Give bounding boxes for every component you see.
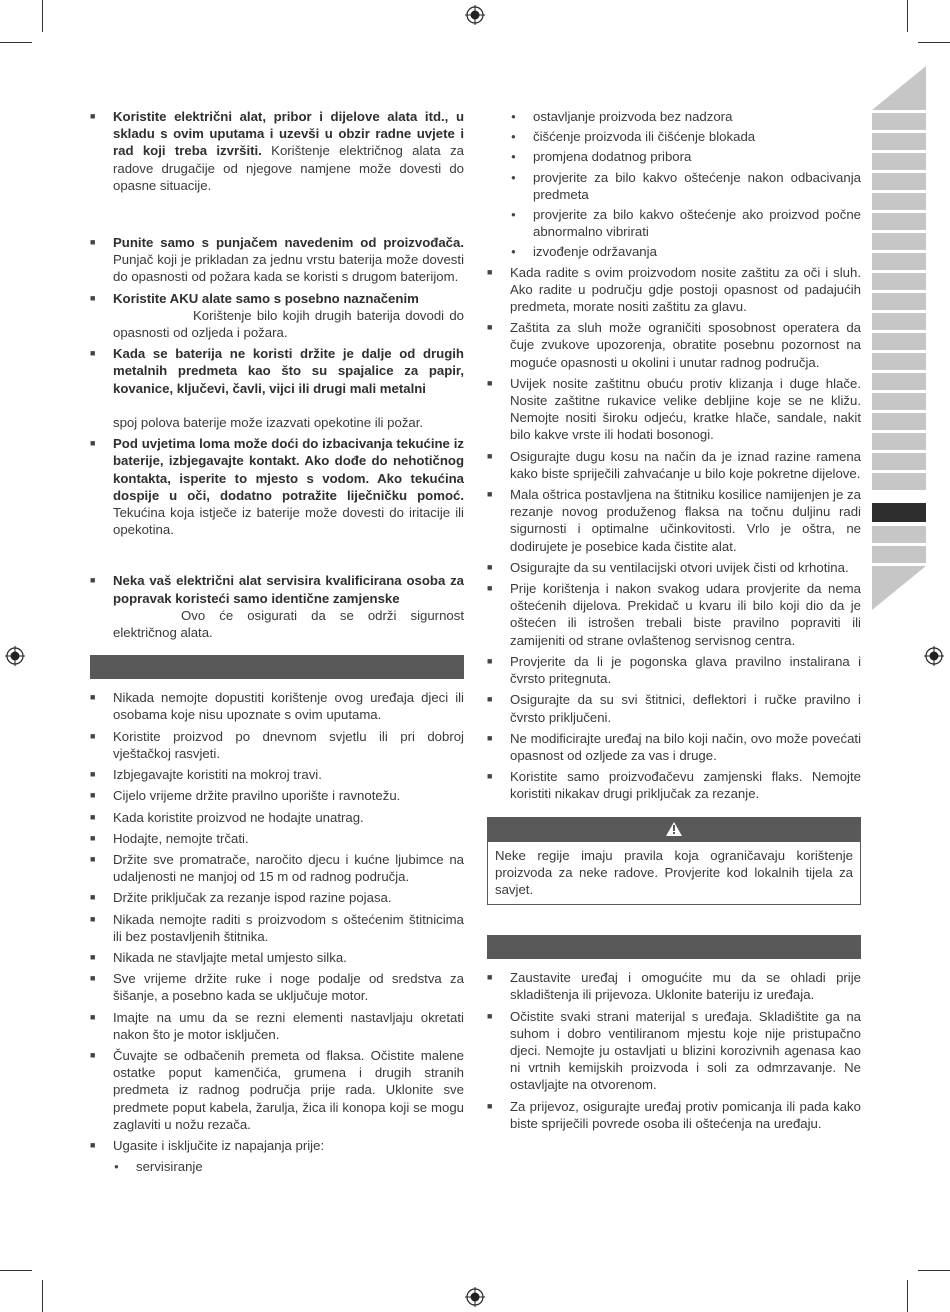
language-tab — [872, 526, 926, 543]
list-item: ■ Nikada nemojte dopustiti korištenje ovog uređaja djeci ili osobama koje nisu upoznate s ovim uputama. — [90, 689, 464, 723]
language-tab — [872, 353, 926, 370]
list-item: ■ Cijelo vrijeme držite pravilno uporište i ravnotežu. — [90, 787, 464, 804]
list-item: ■ Prije korištenja i nakon svakog udara provjerite da nema oštećenih dijelova. Prekidač u kvaru ili bilo koji dio da je oštećen ili istrošen trebali biste pravilno popraviti ili zamijeniti od strane ovlaštenog servisnog centra. — [487, 580, 861, 649]
registration-mark-icon — [465, 1287, 485, 1307]
list-item: ■ Imajte na umu da se rezni elementi nastavljaju okretati nakon što je motor isključen. — [90, 1009, 464, 1043]
sub-list-item: ● promjena dodatnog pribora — [487, 148, 861, 165]
list-item: ■ Koristite proizvod po dnevnom svjetlu ili pri dobroj vještačkoj rasvjeti. — [90, 728, 464, 762]
warning-header — [488, 818, 860, 842]
tab-top-triangle — [872, 66, 926, 110]
crop-mark — [907, 0, 908, 32]
language-tab — [872, 253, 926, 270]
registration-mark-icon — [5, 646, 25, 666]
crop-mark — [42, 0, 43, 32]
language-tab — [872, 413, 926, 430]
list-item: ■ Kada koristite proizvod ne hodajte unatrag. — [90, 809, 464, 826]
sub-list-item: ● servisiranje — [90, 1158, 464, 1175]
warning-text: Neke regije imaju pravila koja ograničavaju korištenje proizvoda za neke radove. Provjerite kod lokalnih tijela za savjet. — [495, 847, 853, 897]
language-tab — [872, 173, 926, 190]
list-item: ■ Neka vaš električni alat servisira kvalificirana osoba za popravak koristeći samo identične zamjenske Ovo će osigurati da se održi sigurnost električnog alata. — [90, 572, 464, 641]
language-tab — [872, 546, 926, 563]
language-tab — [872, 273, 926, 290]
crop-mark — [918, 42, 950, 43]
registration-mark-icon — [465, 5, 485, 25]
crop-mark — [918, 1270, 950, 1271]
language-tab — [872, 473, 926, 490]
language-tab — [872, 333, 926, 350]
sub-list-item: ● čišćenje proizvoda ili čišćenje blokada — [487, 128, 861, 145]
list-item: ■ Očistite svaki strani materijal s uređaja. Skladištite ga na suhom i dobro ventiliranom mjestu koje nije pristupačno djeci. Nemojte ju ostavljati u blizini korozivnih agenasa kao ni vrtnih kemijskih proizvoda i soli za odmrzavanje. Ne ostavljajte na otvorenom. — [487, 1008, 861, 1094]
list-item: ■ Provjerite da li je pogonska glava pravilno instalirana i čvrsto pritegnuta. — [487, 653, 861, 687]
list-item: ■ Koristite AKU alate samo s posebno naznačenim Korištenje bilo kojih drugih baterija dovodi do opasnosti od ozljeda i požara. — [90, 290, 464, 342]
list-item: ■ Kada radite s ovim proizvodom nosite zaštitu za oči i sluh. Ako radite u području gdje postoji opasnost od padajućih predmeta, morate nositi zaštitu za glavu. — [487, 264, 861, 316]
list-item: ■ Osigurajte da su ventilacijski otvori uvijek čisti od krhotina. — [487, 559, 861, 576]
registration-mark-icon — [924, 646, 944, 666]
list-item: ■ Kada se baterija ne koristi držite je dalje od drugih metalnih predmeta kao što su spajalice za papir, kovanice, ključevi, čavli, vijci ili drugi mali metalni spoj polova baterije može izazvati opekotine ili požar. — [90, 345, 464, 431]
language-tab — [872, 433, 926, 450]
crop-mark — [0, 1270, 32, 1271]
list-item: ■ Izbjegavajte koristiti na mokroj travi. — [90, 766, 464, 783]
language-tab — [872, 373, 926, 390]
list-item: ■ Zaustavite uređaj i omogućite mu da se ohladi prije skladištenja ili prijevoza. Uklonite bateriju iz uređaja. — [487, 969, 861, 1003]
language-tab — [872, 213, 926, 230]
language-tab — [872, 453, 926, 470]
list-item: ■ Za prijevoz, osigurajte uređaj protiv pomicanja ili pada kako biste spriječili povrede osoba ili oštećenja na uređaju. — [487, 1098, 861, 1132]
list-item: ■ Ne modificirajte uređaj na bilo koji način, ovo može povećati opasnost od ozljede za vas i druge. — [487, 730, 861, 764]
language-tab — [872, 293, 926, 310]
language-tab — [872, 233, 926, 250]
sub-list-item: ● provjerite za bilo kakvo oštećenje ako proizvod počne abnormalno vibrirati — [487, 206, 861, 240]
crop-mark — [907, 1280, 908, 1312]
language-tab — [872, 153, 926, 170]
language-tab-active — [872, 503, 926, 522]
list-item: ■ Pod uvjetima loma može doći do izbacivanja tekućine iz baterije, izbjegavajte kontakt. Ako dođe do nehotičnog kontakta, isperite to mjesto s vodom. Ako tekućina dospije u oči, dodatno potražite liječničku pomoć. Tekućina koja istječe iz baterije može dovesti do iritacije ili opekotina. — [90, 435, 464, 538]
list-item: ■ Ugasite i isključite iz napajanja prije: — [90, 1137, 464, 1154]
list-item: ■ Sve vrijeme držite ruke i noge podalje od sredstva za šišanje, a posebno kada se uključuje motor. — [90, 970, 464, 1004]
language-tab — [872, 193, 926, 210]
section-header-bar — [90, 655, 464, 679]
right-column — [487, 108, 861, 1136]
language-tabs — [872, 66, 926, 636]
list-item: ■ Osigurajte dugu kosu na način da je iznad razine ramena kako biste spriječili zahvaćanje u bilo koje pokretne dijelove. — [487, 448, 861, 482]
list-item: ■ Hodajte, nemojte trčati. — [90, 830, 464, 847]
list-item: ■ Osigurajte da su svi štitnici, deflektori i ručke pravilno i čvrsto priključeni. — [487, 691, 861, 725]
left-column — [90, 108, 464, 1178]
list-item: ■ Koristite električni alat, pribor i dijelove alata itd., u skladu s ovim uputama i uzevši u obzir radne uvjete i rad koji treba izvršiti. Korištenje električnog alata za radove drugačije od njegove namjene može dovesti do opasne situacije. — [90, 108, 464, 194]
language-tab — [872, 393, 926, 410]
tab-bottom-triangle — [872, 566, 926, 610]
sub-list-item: ● provjerite za bilo kakvo oštećenje nakon odbacivanja predmeta — [487, 169, 861, 203]
list-item: ■ Nikada ne stavljajte metal umjesto silka. — [90, 949, 464, 966]
sub-list-item: ● ostavljanje proizvoda bez nadzora — [487, 108, 861, 125]
warning-box — [487, 817, 861, 906]
list-item: ■ Zaštita za sluh može ograničiti sposobnost operatera da čuje zvukove upozorenja, obratite posebnu pozornost na moguće opasnosti u okolini i unutar radnog područja. — [487, 319, 861, 371]
list-item: ■ Nikada nemojte raditi s proizvodom s oštećenim štitnicima ili bez postavljenih štitnika. — [90, 911, 464, 945]
list-item: ■ Punite samo s punjačem navedenim od proizvođača. Punjač koji je prikladan za jednu vrstu baterija može dovesti do opasnosti od požara kada se koristi s drugom baterijom. — [90, 234, 464, 286]
section-header-bar — [487, 935, 861, 959]
sub-list-item: ● izvođenje održavanja — [487, 243, 861, 260]
list-item: ■ Mala oštrica postavljena na štitniku kosilice namijenjen je za rezanje novog produženog flaksa na točnu duljinu radi sigurnosti i optimalne učinkovitosti. Vrlo je oštra, ne dodirujete je posebice kada čistite alat. — [487, 486, 861, 555]
crop-mark — [0, 42, 32, 43]
language-tab — [872, 313, 926, 330]
language-tab — [872, 113, 926, 130]
list-item: ■ Držite sve promatrače, naročito djecu i kućne ljubimce na udaljenosti ne manjoj od 15 m od radnog područja. — [90, 851, 464, 885]
list-item: ■ Uvijek nosite zaštitnu obuću protiv klizanja i duge hlače. Nosite zaštitne rukavice velike debljine koje se ne kližu. Nemojte nositi široku odjeću, kratke hlače, sandale, nakit bilo kakve vrste ili hodati bosonogi. — [487, 375, 861, 444]
list-item: ■ Držite priključak za rezanje ispod razine pojasa. — [90, 889, 464, 906]
crop-mark — [42, 1280, 43, 1312]
language-tab — [872, 133, 926, 150]
list-item: ■ Koristite samo proizvođačevu zamjenski flaks. Nemojte koristiti nikakav drugi priključak za rezanje. — [487, 768, 861, 802]
list-item: ■ Čuvajte se odbačenih premeta od flaksa. Očistite malene ostatke poput kamenčića, grumena i drugih stranih predmeta iz radnog područja prije rada. Uklonite sve predmete poput kabela, žarulja, žica ili konopa koji se mogu zaglaviti u nožu rezača. — [90, 1047, 464, 1133]
